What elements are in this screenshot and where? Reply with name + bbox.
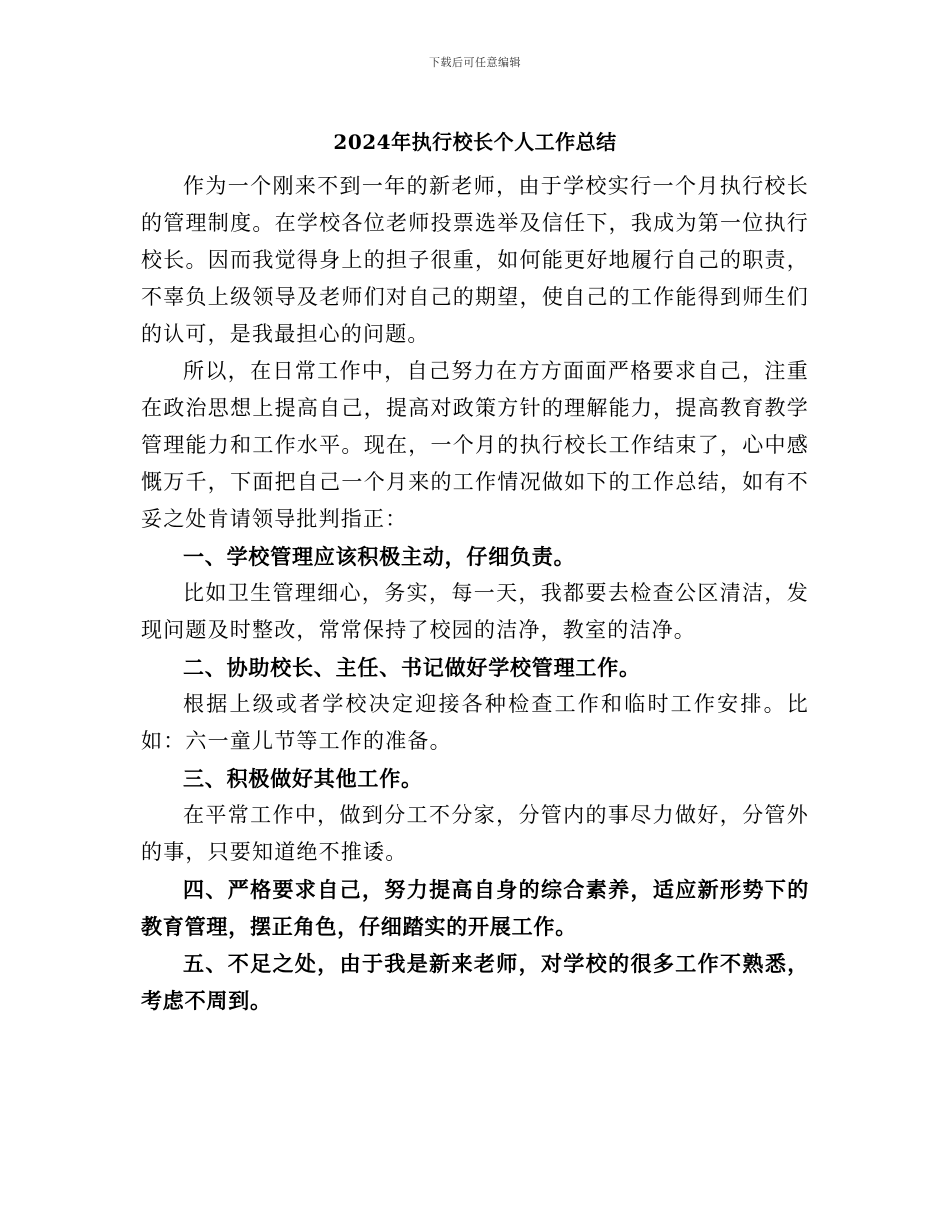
paragraph-section-3: 在平常工作中，做到分工不分家，分管内的事尽力做好，分管外的事，只要知道绝不推诿。: [141, 803, 809, 864]
document-body: [141, 168, 809, 1019]
paragraph-section-1: 比如卫生管理细心，务实，每一天，我都要去检查公区清洁，发现问题及时整改，常常保持了校园的洁净，教室的洁净。: [141, 581, 809, 642]
section-heading-1: 一、学校管理应该积极主动，仔细负责。: [183, 544, 576, 569]
section-heading-4: 四、严格要求自己，努力提高自身的综合素养，适应新形势下的教育管理，摆正角色，仔细踏实的开展工作。: [141, 877, 809, 939]
paragraph-intro: 作为一个刚来不到一年的新老师，由于学校实行一个月执行校长的管理制度。在学校各位老师投票选举及信任下，我成为第一位执行校长。因而我觉得身上的担子很重，如何能更好地履行自己的职责，不辜负上级领导及老师们对自己的期望，使自己的工作能得到师生们的认可，是我最担心的问题。: [141, 174, 809, 346]
header-note: 下载后可任意编辑: [429, 56, 521, 69]
paragraph-section-2: 根据上级或者学校决定迎接各种检查工作和临时工作安排。比如：六一童儿节等工作的准备。: [141, 692, 809, 753]
section-heading-5: 五、不足之处，由于我是新来老师，对学校的很多工作不熟悉，考虑不周到。: [141, 951, 809, 1013]
document-title: 2024年执行校长个人工作总结: [333, 130, 617, 154]
section-heading-2: 二、协助校长、主任、书记做好学校管理工作。: [183, 655, 641, 680]
section-heading-3: 三、积极做好其他工作。: [183, 766, 423, 791]
paragraph-context: 所以，在日常工作中，自己努力在方方面面严格要求自己，注重在政治思想上提高自己，提高对政策方针的理解能力，提高教育教学管理能力和工作水平。现在，一个月的执行校长工作结束了，心中感慨万千，下面把自己一个月来的工作情况做如下的工作总结，如有不妥之处肯请领导批判指正：: [141, 359, 809, 531]
